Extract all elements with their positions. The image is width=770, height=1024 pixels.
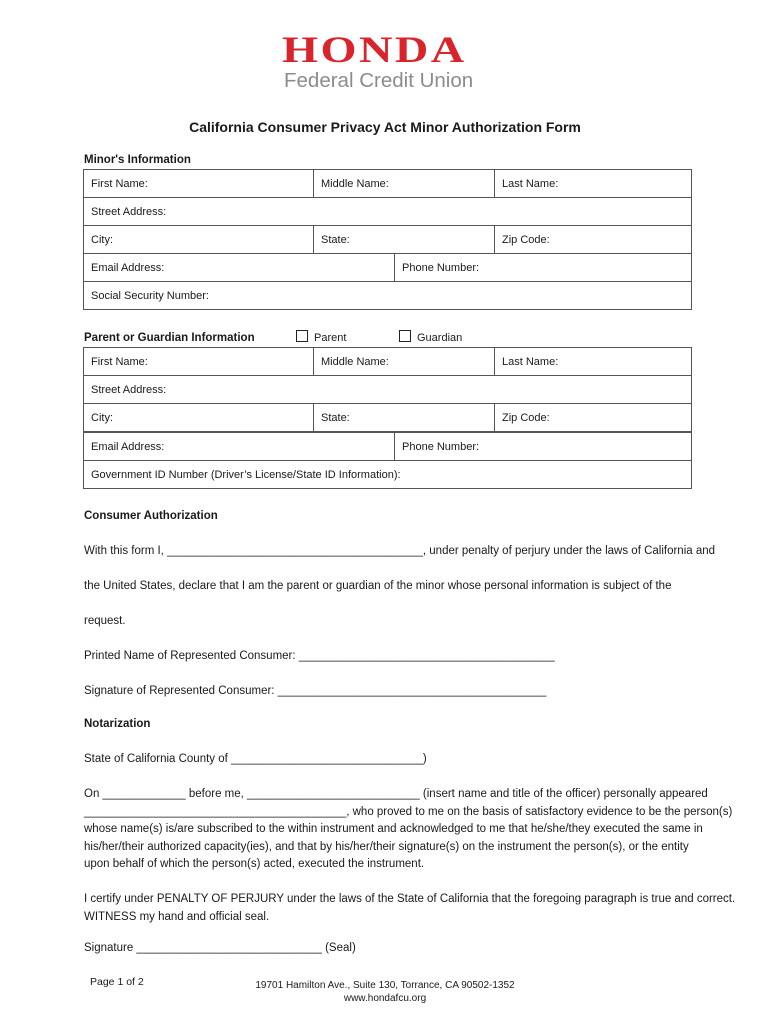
page-number: Page 1 of 2 (90, 976, 144, 988)
notary-acknowledgment-paragraph (84, 786, 732, 874)
guardian-checkbox-option[interactable] (399, 330, 462, 344)
notary-p1-line: On _____________ before me, ___________________________ (insert name and title of the officer) personally appeared (84, 788, 708, 800)
guardian-city-field[interactable]: City: (84, 404, 314, 432)
page-title: California Consumer Privacy Act Minor Authorization Form (189, 119, 581, 135)
guardian-section-heading: Parent or Guardian Information (84, 332, 255, 344)
footer-address: 19701 Hamilton Ave., Suite 130, Torrance, CA 90502-1352 (255, 980, 515, 991)
consumer-signature-line[interactable]: Signature of Represented Consumer: __________________________________________ (84, 685, 547, 697)
minor-state-field[interactable]: State: (314, 226, 495, 254)
guardian-info-table (83, 347, 692, 432)
minor-contact-table (83, 253, 692, 310)
minor-city-field[interactable]: City: (84, 226, 314, 254)
notarization-heading: Notarization (84, 718, 151, 730)
guardian-state-field[interactable]: State: (314, 404, 495, 432)
guardian-last-name-field[interactable]: Last Name: (495, 348, 692, 376)
consumer-auth-line-2: the United States, declare that I am the parent or guardian of the minor whose personal information is subject of the (84, 580, 672, 592)
guardian-phone-field[interactable]: Phone Number: (395, 433, 692, 461)
perjury-certification-paragraph (84, 891, 735, 926)
county-line[interactable]: State of California County of ______________________________) (84, 753, 427, 765)
parent-checkbox-option[interactable] (296, 330, 346, 344)
minor-ssn-field[interactable]: Social Security Number: (84, 282, 692, 310)
logo-subtitle: Federal Credit Union (284, 69, 474, 92)
guardian-label: Guardian (417, 332, 463, 344)
minor-email-field[interactable]: Email Address: (84, 254, 395, 282)
consumer-auth-line-1: With this form I, ________________________________________, under penalty of perjury under the laws of California and (84, 545, 716, 557)
minor-phone-field[interactable]: Phone Number: (395, 254, 692, 282)
minor-info-table (83, 169, 692, 254)
guardian-first-name-field[interactable]: First Name: (84, 348, 314, 376)
minor-street-field[interactable]: Street Address: (84, 198, 692, 226)
minor-first-name-field[interactable]: First Name: (84, 170, 314, 198)
consumer-auth-heading: Consumer Authorization (84, 510, 218, 522)
notary-p1-line: his/her/their authorized capacity(ies), and that by his/her/their signature(s) on the instrument the person(s), or the entity (84, 840, 689, 853)
witness-line: WITNESS my hand and official seal. (84, 910, 270, 923)
logo-brand: HONDA (282, 30, 467, 71)
notary-signature-line[interactable]: Signature _____________________________ (Seal) (84, 942, 356, 954)
notary-p1-line: whose name(s) is/are subscribed to the within instrument and acknowledged to me that he/she/they executed the same in (84, 823, 703, 835)
printed-name-line[interactable]: Printed Name of Represented Consumer: ________________________________________ (84, 650, 555, 662)
minor-last-name-field[interactable]: Last Name: (495, 170, 692, 198)
minor-section-heading: Minor's Information (84, 154, 191, 166)
consumer-auth-line-3: request. (84, 615, 126, 627)
guardian-checkbox[interactable] (399, 330, 411, 342)
guardian-zip-field[interactable]: Zip Code: (495, 404, 692, 432)
guardian-email-field[interactable]: Email Address: (84, 433, 395, 461)
guardian-middle-name-field[interactable]: Middle Name: (314, 348, 495, 376)
guardian-gov-id-field[interactable]: Government ID Number (Driver’s License/State ID Information): (84, 461, 692, 489)
footer-website-link[interactable]: www.hondafcu.org (343, 993, 427, 1004)
footer-contact (0, 979, 770, 1005)
notary-p1-line: _________________________________________, who proved to me on the basis of satisfactory evidence to be the person(s) (84, 805, 733, 818)
perjury-line: I certify under PENALTY OF PERJURY under the laws of the State of California that the foregoing paragraph is true and correct. (84, 893, 736, 905)
parent-checkbox[interactable] (296, 330, 308, 342)
guardian-street-field[interactable]: Street Address: (84, 376, 692, 404)
minor-zip-field[interactable]: Zip Code: (495, 226, 692, 254)
parent-label: Parent (314, 332, 347, 344)
guardian-contact-table (83, 432, 692, 489)
minor-middle-name-field[interactable]: Middle Name: (314, 170, 495, 198)
notary-p1-line: upon behalf of which the person(s) acted, executed the instrument. (84, 858, 425, 870)
honda-fcu-logo (276, 28, 506, 94)
